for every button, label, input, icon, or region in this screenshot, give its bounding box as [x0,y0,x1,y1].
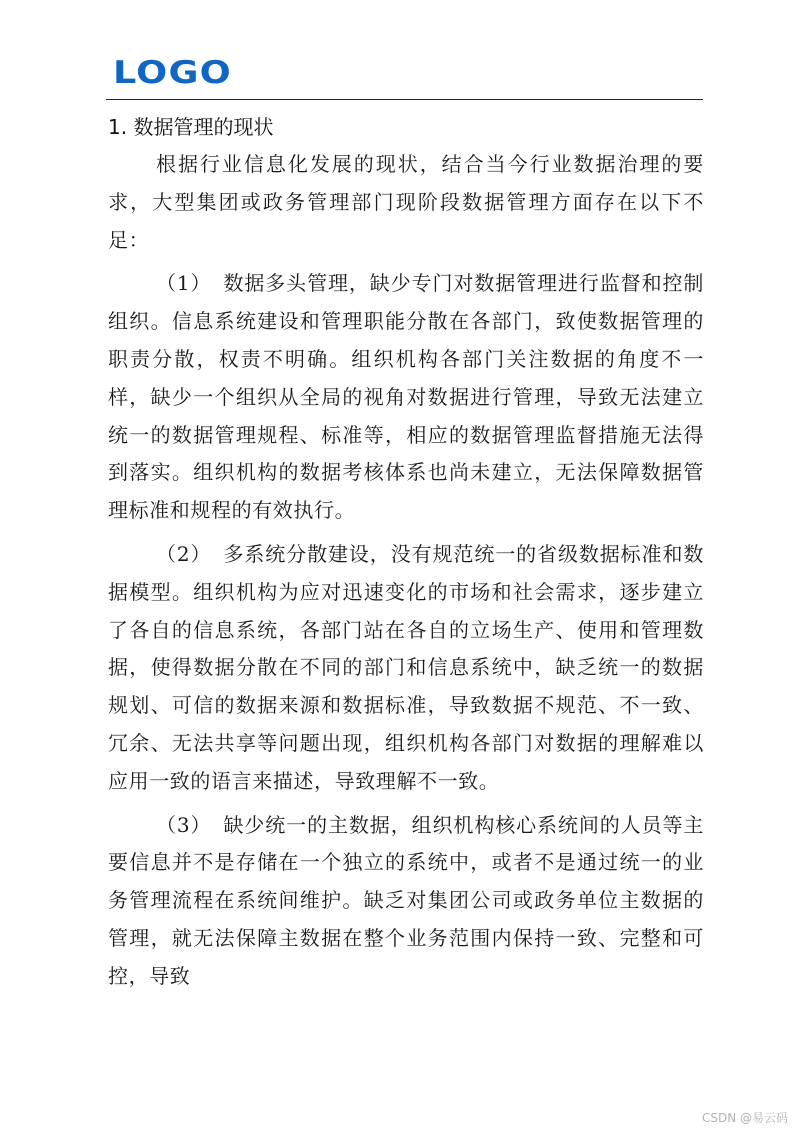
paragraph-text: 多系统分散建设，没有规范统一的省级数据标准和数据模型。组织机构为应对迅速变化的市场和社会需求，逐步建立了各自的信息系统，各部门站在各自的立场生产、使用和管理数据，使得数据分散在不同的部门和信息系统中，缺乏统一的数据规划、可信的数据来源和数据标准，导致数据不规范、不一致、冗余、无法共享等问题出现，组织机构各部门对数据的理解难以应用一致的语言来描述，导致理解不一致。 [108,541,704,793]
logo: LOGO [113,55,232,91]
paragraph-text: 数据多头管理，缺少专门对数据管理进行监督和控制组织。信息系统建设和管理职能分散在各部门，致使数据管理的职责分散，权责不明确。组织机构各部门关注数据的角度不一样，缺少一个组织从全局的视角对数据进行管理，导致无法建立统一的数据管理规程、标准等，相应的数据管理监督措施无法得到落实。组织机构的数据考核体系也尚未建立，无法保障数据管理标准和规程的有效执行。 [108,271,704,523]
item-number: （3） [156,812,212,837]
section-title: 1. 数据管理的现状 [108,115,274,139]
document-body [108,112,704,1002]
paragraph-item-2 [108,536,704,801]
item-number: （1） [156,271,212,296]
paragraph-item-1 [108,265,704,530]
paragraph-text: 根据行业信息化发展的现状，结合当今行业数据治理的要求，大型集团或政务管理部门现阶段数据管理方面存在以下不足： [108,152,704,252]
paragraph-item-3 [108,807,704,996]
watermark: CSDN @易云码 [701,1111,788,1125]
paragraph-text: 缺少统一的主数据，组织机构核心系统间的人员等主要信息并不是存储在一个独立的系统中，或者不是通过统一的业务管理流程在系统间维护。缺乏对集团公司或政务单位主数据的管理，就无法保障主数据在整个业务范围内保持一致、完整和可控，导致 [108,812,704,988]
header-divider [106,99,703,100]
item-number: （2） [156,541,212,566]
paragraph-intro [108,146,704,259]
